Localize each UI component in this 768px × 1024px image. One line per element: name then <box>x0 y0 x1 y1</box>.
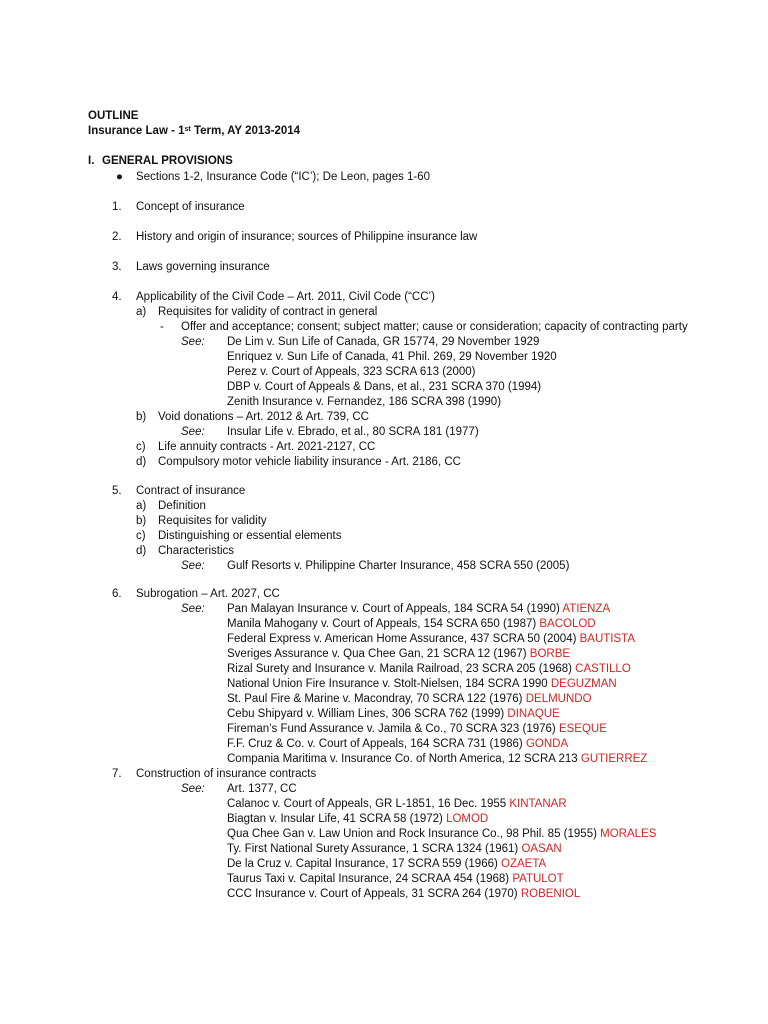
case-text: Cebu Shipyard v. William Lines, 306 SCRA 762 (1999) <box>227 708 508 720</box>
sub-text: Compulsory motor vehicle liability insurance - Art. 2186, CC <box>158 456 461 468</box>
student-name: PATULOT <box>512 873 564 885</box>
student-name: OZAETA <box>501 858 547 870</box>
item-text: Contract of insurance <box>136 485 246 497</box>
case-text: CCC Insurance v. Court of Appeals, 31 SCRA 264 (1970) <box>227 888 521 900</box>
student-name: DEGUZMAN <box>550 678 617 690</box>
student-name: CASTILLO <box>575 663 631 675</box>
item-text: Applicability of the Civil Code – Art. 2011, Civil Code (“CC’) <box>136 291 435 303</box>
see-label: See: <box>181 426 205 438</box>
subtitle-term: Term, AY 2013-2014 <box>190 125 301 137</box>
sub-letter: d) <box>136 456 147 468</box>
student-name: BAUTISTA <box>579 633 636 645</box>
sub-text: Requisites for validity <box>158 515 267 527</box>
case-text: Biagtan v. Insular Life, 41 SCRA 58 (1972) <box>227 813 447 825</box>
student-name: ESEQUE <box>558 723 607 735</box>
case-text: National Union Fire Insurance v. Stolt-Nielsen, 184 SCRA 1990 <box>227 678 551 690</box>
case-citation <box>227 662 631 677</box>
item-text: Subrogation – Art. 2027, CC <box>136 588 280 600</box>
case-text: Fireman’s Fund Assurance v. Jamila & Co., 70 SCRA 323 (1976) <box>227 723 559 735</box>
sub-letter: a) <box>136 500 147 512</box>
case-citation: Zenith Insurance v. Fernandez, 186 SCRA 398 (1990) <box>227 396 502 408</box>
case-citation: Gulf Resorts v. Philippine Charter Insurance, 458 SCRA 550 (2005) <box>227 560 570 572</box>
sub-text: Characteristics <box>158 545 235 557</box>
case-text: Sveriges Assurance v. Qua Chee Gan, 21 SCRA 12 (1967) <box>227 648 530 660</box>
case-text: Taurus Taxi v. Capital Insurance, 24 SCRAA 454 (1968) <box>227 873 513 885</box>
case-text: Manila Mahogany v. Court of Appeals, 154 SCRA 650 (1987) <box>227 618 540 630</box>
sub-text: Definition <box>158 500 206 512</box>
sub-letter: c) <box>136 530 146 542</box>
case-citation <box>227 722 607 737</box>
section-number: I. <box>88 155 95 167</box>
student-name: OASAN <box>521 843 562 855</box>
item-text: Laws governing insurance <box>136 261 270 273</box>
item-number: 7. <box>112 768 122 780</box>
sub-text: Distinguishing or essential elements <box>158 530 342 542</box>
case-citation <box>227 707 560 722</box>
case-text: Calanoc v. Court of Appeals, GR L-1851, 16 Dec. 1955 <box>227 798 510 810</box>
case-citation <box>227 692 592 707</box>
case-citation <box>227 752 647 767</box>
case-citation <box>227 647 570 662</box>
sub-letter: b) <box>136 411 147 423</box>
case-citation <box>227 797 567 812</box>
case-text: Pan Malayan Insurance v. Court of Appeals, 184 SCRA 54 (1990) <box>227 603 563 615</box>
case-citation <box>227 827 656 842</box>
sub-text: Life annuity contracts - Art. 2021-2127, CC <box>158 441 376 453</box>
bullet-dot-icon: ● <box>116 171 123 183</box>
case-citation <box>227 872 564 887</box>
student-name: GUTIERREZ <box>580 753 648 765</box>
item-text: History and origin of insurance; sources of Philippine insurance law <box>136 231 478 243</box>
case-citation <box>227 677 617 692</box>
item-number: 6. <box>112 588 122 600</box>
case-citation <box>227 737 568 752</box>
student-name: ATIENZA <box>562 603 611 615</box>
item-number: 3. <box>112 261 122 273</box>
student-name: DELMUNDO <box>525 693 592 705</box>
outline-title: OUTLINE <box>88 110 139 122</box>
case-citation <box>227 632 635 647</box>
sub-letter: b) <box>136 515 147 527</box>
subtitle-course: Insurance Law - 1 <box>88 125 185 137</box>
see-label: See: <box>181 783 205 795</box>
see-label: See: <box>181 560 205 572</box>
item-number: 4. <box>112 291 122 303</box>
case-text: Qua Chee Gan v. Law Union and Rock Insurance Co., 98 Phil. 85 (1955) <box>227 828 601 840</box>
case-citation <box>227 842 562 857</box>
sub-letter: c) <box>136 441 146 453</box>
student-name: KINTANAR <box>509 798 567 810</box>
item-text: Construction of insurance contracts <box>136 768 317 780</box>
student-name: DINAQUE <box>507 708 560 720</box>
case-text: Ty. First National Surety Assurance, 1 SCRA 1324 (1961) <box>227 843 522 855</box>
sub-letter: a) <box>136 306 147 318</box>
student-name: GONDA <box>525 738 569 750</box>
student-name: MORALES <box>600 828 657 840</box>
case-text: St. Paul Fire & Marine v. Macondray, 70 SCRA 122 (1976) <box>227 693 526 705</box>
course-subtitle <box>88 124 300 139</box>
sub-sub-text: Offer and acceptance; consent; subject matter; cause or consideration; capacity of contracting party <box>181 321 688 333</box>
sub-text: Void donations – Art. 2012 & Art. 739, CC <box>158 411 369 423</box>
item-number: 1. <box>112 201 122 213</box>
sub-text: Requisites for validity of contract in general <box>158 306 378 318</box>
see-label: See: <box>181 336 205 348</box>
case-citation: Perez v. Court of Appeals, 323 SCRA 613 (2000) <box>227 366 476 378</box>
case-citation: Insular Life v. Ebrado, et al., 80 SCRA 181 (1977) <box>227 426 479 438</box>
sub-dash: - <box>160 321 164 333</box>
case-text: De la Cruz v. Capital Insurance, 17 SCRA 559 (1966) <box>227 858 502 870</box>
case-text: F.F. Cruz & Co. v. Court of Appeals, 164 SCRA 731 (1986) <box>227 738 526 750</box>
case-citation: DBP v. Court of Appeals & Dans, et al., 231 SCRA 370 (1994) <box>227 381 542 393</box>
case-citation <box>227 857 546 872</box>
case-citation: Enriquez v. Sun Life of Canada, 41 Phil. 269, 29 November 1920 <box>227 351 557 363</box>
student-name: BORBE <box>529 648 571 660</box>
case-citation <box>227 617 596 632</box>
see-label: See: <box>181 603 205 615</box>
item-number: 5. <box>112 485 122 497</box>
case-citation <box>227 887 580 902</box>
sub-letter: d) <box>136 545 147 557</box>
case-text: Compania Maritima v. Insurance Co. of North America, 12 SCRA 213 <box>227 753 581 765</box>
case-citation: Art. 1377, CC <box>227 783 297 795</box>
item-number: 2. <box>112 231 122 243</box>
section-title: GENERAL PROVISIONS <box>102 155 233 167</box>
item-text: Concept of insurance <box>136 201 245 213</box>
student-name: ROBENIOL <box>520 888 581 900</box>
student-name: LOMOD <box>446 813 489 825</box>
case-text: Rizal Surety and Insurance v. Manila Railroad, 23 SCRA 205 (1968) <box>227 663 576 675</box>
case-citation <box>227 602 610 617</box>
case-citation: De Lim v. Sun Life of Canada, GR 15774, 29 November 1929 <box>227 336 540 348</box>
student-name: BACOLOD <box>539 618 596 630</box>
case-text: Federal Express v. American Home Assurance, 437 SCRA 50 (2004) <box>227 633 580 645</box>
subtitle-ordinal: st <box>184 126 191 133</box>
case-citation <box>227 812 488 827</box>
bullet-text: Sections 1-2, Insurance Code (“IC’); De Leon, pages 1-60 <box>136 171 431 183</box>
